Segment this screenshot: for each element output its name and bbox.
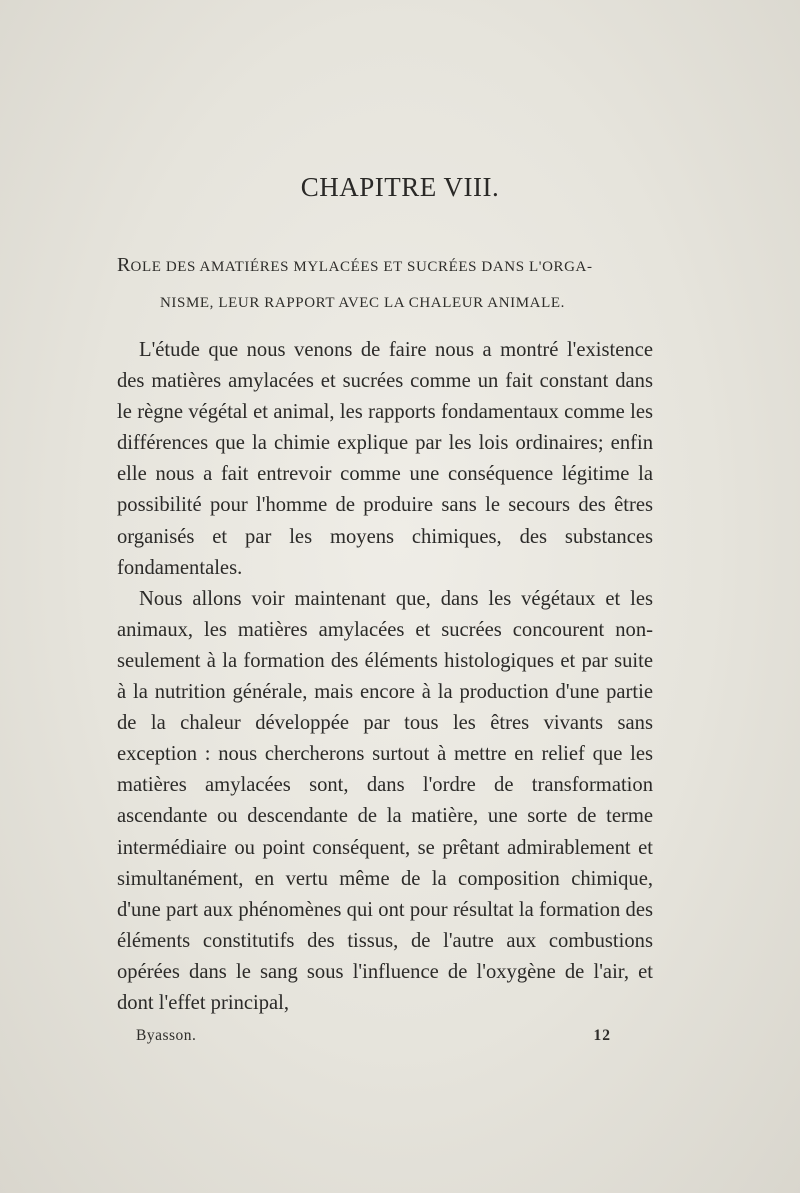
chapter-title: CHAPITRE VIII. — [300, 172, 500, 202]
body-text — [117, 335, 653, 1019]
section-heading — [117, 247, 657, 321]
signature-mark: 12 — [593, 1027, 611, 1044]
section-heading-line-2: NISME, LEUR RAPPORT AVEC LA CHALEUR ANIMALE. — [160, 295, 565, 311]
heading-line-1-rest: OLE DES AMATIÉRES MYLACÉES ET SUCRÉES DANS L'ORGA- — [130, 259, 593, 275]
paragraph-2: Nous allons voir maintenant que, dans les végétaux et les animaux, les matières amylacées et sucrées concourent non-seulement à la formation des éléments histologiques et par suite à la nutrition générale, mais encore à la production d'une partie de la chaleur développée par tous les êtres vivants sans exception : nous chercherons surtout à mettre en relief que les matières amylacées sont, dans l'ordre de transformation ascendante ou descendante de la matière, une sorte de terme intermédiaire ou point conséquent, se prêtant admirablement et simultanément, en vertu même de la composition chimique, d'une part aux phénomènes qui ont pour résultat la formation des éléments constitutifs des tissus, de l'autre aux combustions opérées dans le sang sous l'influence de l'oxygène de l'air, et dont l'effet principal, — [117, 587, 653, 1014]
footer-author: Byasson. — [136, 1027, 197, 1044]
paragraph-1: L'étude que nous venons de faire nous a montré l'existence des matières amylacées et sucrées comme un fait constant dans le règne végétal et animal, les rapports fondamentaux comme les différences que la chimie explique par les lois ordinaires; enfin elle nous a fait entrevoir comme une conséquence légitime la possibilité pour l'homme de produire sans le secours des êtres organisés et par les moyens chimiques, des substances fondamentales. — [117, 339, 653, 579]
heading-initial: R — [117, 254, 131, 276]
section-heading-line-1 — [117, 247, 657, 285]
